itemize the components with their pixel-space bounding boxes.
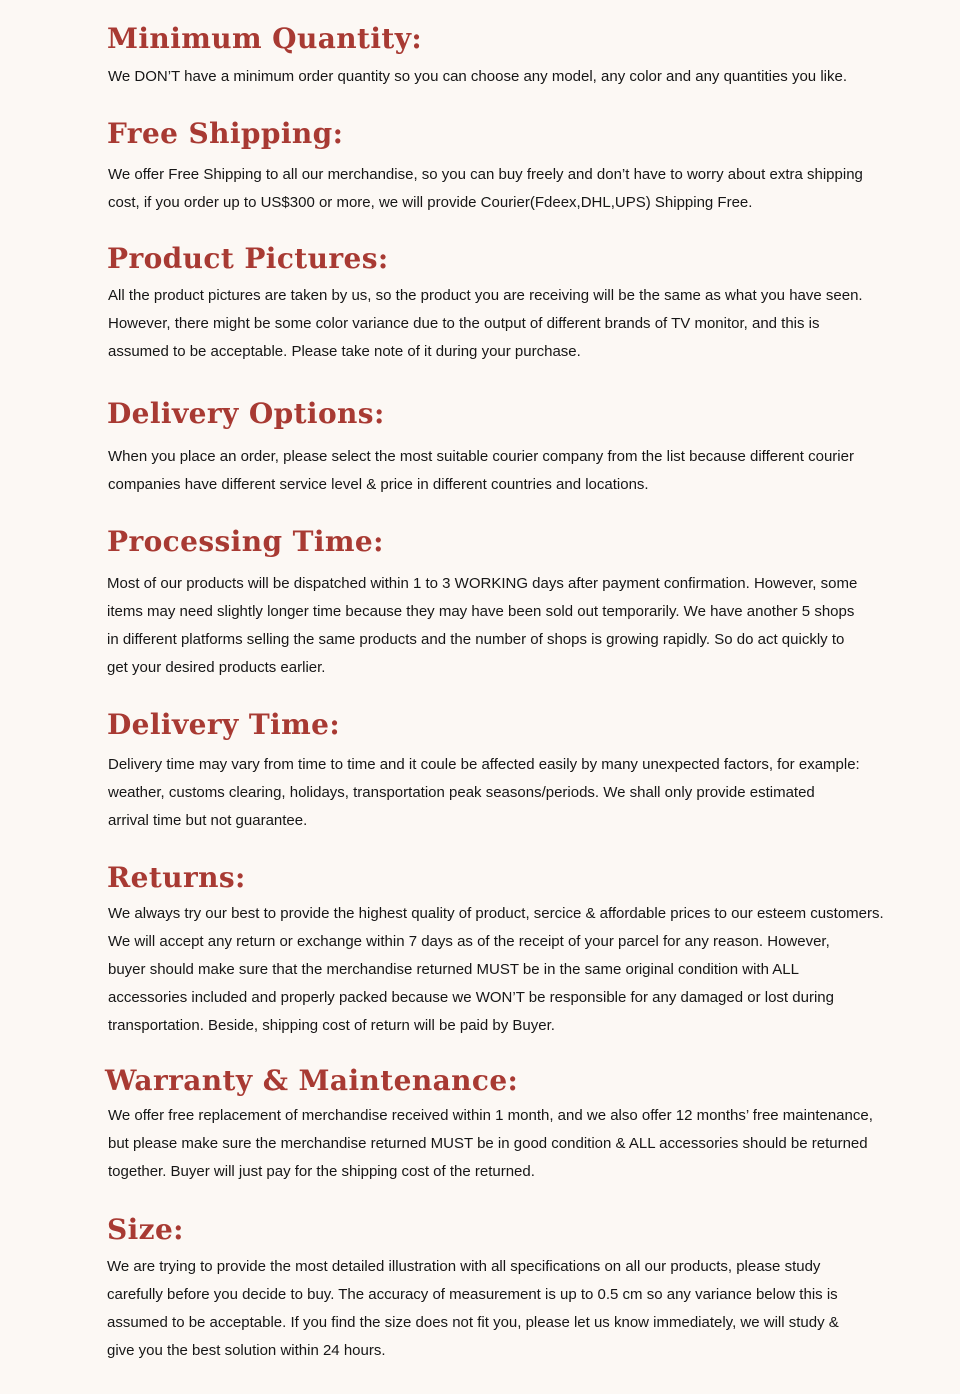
section-text-line: get your desired products earlier. bbox=[107, 659, 326, 676]
section-heading: Size: bbox=[107, 1213, 184, 1246]
section-heading: Product Pictures: bbox=[107, 242, 389, 275]
section-text-line: We always try our best to provide the highest quality of product, sercice & affordable prices to our esteem customers. bbox=[108, 905, 884, 922]
section-text-line: cost, if you order up to US$300 or more, we will provide Courier(Fdeex,DHL,UPS) Shipping Free. bbox=[108, 194, 753, 211]
section-text-line: However, there might be some color variance due to the output of different brands of TV monitor, and this is bbox=[108, 315, 820, 332]
section-text-line: We DON’T have a minimum order quantity so you can choose any model, any color and any quantities you like. bbox=[108, 68, 847, 85]
section-heading: Warranty & Maintenance: bbox=[105, 1064, 519, 1097]
section-text-line: We will accept any return or exchange within 7 days as of the receipt of your parcel for any reason. However, bbox=[108, 933, 830, 950]
section-heading: Delivery Options: bbox=[107, 397, 385, 430]
section-heading: Processing Time: bbox=[107, 525, 384, 558]
section-text-line: together. Buyer will just pay for the shipping cost of the returned. bbox=[108, 1163, 535, 1180]
section-text-line: but please make sure the merchandise returned MUST be in good condition & ALL accessories should be returned bbox=[108, 1135, 868, 1152]
section-heading: Free Shipping: bbox=[107, 117, 344, 150]
section-text-line: give you the best solution within 24 hours. bbox=[107, 1342, 386, 1359]
section-text-line: items may need slightly longer time because they may have been sold out temporarily. We have another 5 shops bbox=[107, 603, 855, 620]
section-text-line: Delivery time may vary from time to time and it coule be affected easily by many unexpected factors, for example: bbox=[108, 756, 860, 773]
section-text-line: All the product pictures are taken by us, so the product you are receiving will be the same as what you have seen. bbox=[108, 287, 863, 304]
section-text-line: arrival time but not guarantee. bbox=[108, 812, 308, 829]
section-text-line: Most of our products will be dispatched within 1 to 3 WORKING days after payment confirmation. However, some bbox=[107, 575, 858, 592]
section-text-line: accessories included and properly packed because we WON’T be responsible for any damaged or lost during bbox=[108, 989, 834, 1006]
section-text-line: We are trying to provide the most detailed illustration with all specifications on all our products, please study bbox=[107, 1258, 821, 1275]
section-text-line: companies have different service level & price in different countries and locations. bbox=[108, 476, 649, 493]
section-text-line: weather, customs clearing, holidays, transportation peak seasons/periods. We shall only provide estimated bbox=[108, 784, 815, 801]
section-heading: Delivery Time: bbox=[107, 708, 341, 741]
section-text-line: in different platforms selling the same products and the number of shops is growing rapidly. So do act quickly to bbox=[107, 631, 845, 648]
section-text-line: transportation. Beside, shipping cost of return will be paid by Buyer. bbox=[108, 1017, 555, 1034]
section-text-line: carefully before you decide to buy. The accuracy of measurement is up to 0.5 cm so any variance below this is bbox=[107, 1286, 838, 1303]
section-text-line: We offer free replacement of merchandise received within 1 month, and we also offer 12 months’ free maintenance, bbox=[108, 1107, 873, 1124]
section-heading: Returns: bbox=[107, 861, 246, 894]
section-text-line: buyer should make sure that the merchandise returned MUST be in the same original condition with ALL bbox=[108, 961, 799, 978]
section-text-line: We offer Free Shipping to all our merchandise, so you can buy freely and don’t have to worry about extra shipping bbox=[108, 166, 863, 183]
section-text-line: assumed to be acceptable. If you find the size does not fit you, please let us know immediately, we will study & bbox=[107, 1314, 839, 1331]
section-text-line: assumed to be acceptable. Please take note of it during your purchase. bbox=[108, 343, 581, 360]
section-heading: Minimum Quantity: bbox=[107, 22, 423, 55]
section-text-line: When you place an order, please select the most suitable courier company from the list because different courier bbox=[108, 448, 854, 465]
